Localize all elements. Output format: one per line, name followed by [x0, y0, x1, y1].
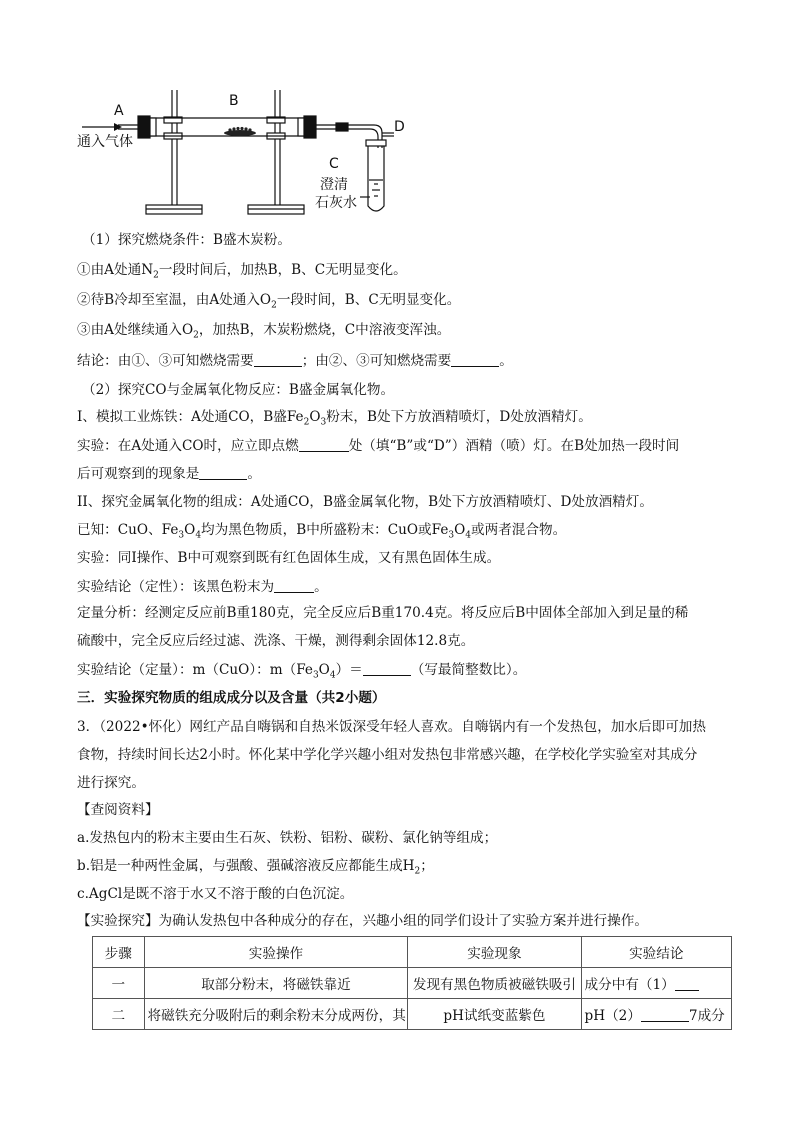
step2-text-a: ②待B冷却至室温，由A处通入O: [77, 292, 272, 308]
exp1-text-a: 实验：在A处通入CO时，应立即点燃: [77, 438, 299, 454]
part1-step3: [77, 321, 450, 339]
experiment-table: [92, 936, 732, 1030]
label-d: D: [394, 119, 405, 135]
quant-concl-text-a: 实验结论（定量）：m（CuO）：m（Fe: [77, 662, 313, 678]
test-tube-c: [360, 140, 386, 211]
reaction-tube: [118, 116, 394, 148]
q3-line1: 3．（2022•怀化）网红产品自嗨锅和自热米饭深受年轻人喜欢。自嗨锅内有一个发热包，加水后即可加热: [77, 719, 706, 735]
row1-conclusion-text: 成分中有（1）: [584, 977, 675, 993]
i-sub-2: 3: [320, 417, 327, 428]
experiment-intro: 【实验探究】为确认发热包中各种成分的存在，兴趣小组的同学们设计了实验方案并进行操作。: [77, 913, 648, 929]
part1-title: （1）探究燃烧条件：B盛木炭粉。: [82, 232, 291, 248]
table-row: [93, 999, 732, 1030]
i-text-a: I、模拟工业炼铁：A处通CO，B盛Fe: [77, 409, 304, 425]
part1-step2: [77, 291, 460, 309]
label-a: A: [114, 103, 124, 119]
quant-concl-sub-1: 3: [312, 670, 319, 681]
quant-concl-sub-2: 4: [329, 670, 336, 681]
answer-blank-7[interactable]: [675, 976, 699, 991]
reference-c: c.AgCl是既不溶于水又不溶于酸的白色沉淀。: [77, 886, 354, 902]
q3-line2: 食物，持续时间长达2小时。怀化某中学化学兴趣小组对发热包非常感兴趣，在学校化学实验室对其成分: [77, 747, 698, 763]
conclusion-text-a: 结论：由①、③可知燃烧需要: [77, 353, 254, 369]
conclusion-text-b: ；由②、③可知燃烧需要: [301, 353, 452, 369]
gas-inlet-label: 通入气体: [77, 134, 133, 150]
known-text-c: 均为黑色物质，B中所盛粉末：CuO或Fe: [201, 522, 449, 538]
header-phenomenon: 实验现象: [408, 937, 581, 968]
quant-concl-text-d: （写最简整数比）。: [410, 662, 527, 678]
step1-text-a: ①由A处通N: [77, 262, 154, 278]
row1-step: 一: [93, 968, 145, 999]
row1-phenomenon: 发现有黑色物质被磁铁吸引: [408, 968, 581, 999]
label-c: C: [329, 156, 339, 172]
part1-conclusion: [77, 352, 513, 370]
known-sub-2: 4: [195, 530, 202, 541]
quant-concl-text-c: ）＝: [335, 662, 363, 678]
step3-text-a: ③由A处继续通入O: [77, 322, 194, 338]
known-sub-4: 4: [465, 530, 472, 541]
part2-quantitative-conclusion: [77, 661, 526, 679]
known-text-d: O: [454, 522, 466, 538]
row1-conclusion: [581, 968, 731, 999]
header-operation: 实验操作: [144, 937, 408, 968]
limewater-label-2: 石灰水: [315, 195, 357, 211]
header-conclusion: 实验结论: [581, 937, 731, 968]
limewater-label-1: 澄清: [320, 177, 348, 193]
known-text-a: 已知：CuO、Fe: [77, 522, 179, 538]
part1-step1: [77, 261, 407, 279]
answer-blank-8[interactable]: [641, 1007, 689, 1022]
step2-subscript: 2: [271, 300, 277, 311]
row1-operation: 取部分粉末，将磁铁靠近: [144, 968, 408, 999]
header-step: 步骤: [93, 937, 145, 968]
section3-heading: 三．实验探究物质的组成成分以及含量（共2小题）: [77, 690, 386, 706]
part2-quantitative-line1: 定量分析：经测定反应前B重180克，完全反应后B重170.4克。将反应后B中固体全部加入到足量的稀: [77, 605, 689, 621]
exp1-text-b: 处（填“B”或“D”）酒精（喷）灯。在B处加热一段时间: [348, 438, 680, 454]
table-row: [93, 968, 732, 999]
ref-b-text-b: ；: [420, 858, 434, 874]
reference-title: 【查阅资料】: [77, 802, 159, 818]
gas-inlet-arrow: [82, 123, 122, 131]
part2-experiment1-line1: [77, 437, 679, 455]
powder-sample: [224, 127, 256, 136]
answer-blank-6[interactable]: [363, 661, 411, 676]
step3-subscript: 2: [193, 330, 199, 341]
known-sub-1: 3: [178, 530, 185, 541]
reference-b: [77, 857, 434, 875]
reference-a: a.发热包内的粉末主要由生石灰、铁粉、铝粉、碳粉、氯化钠等组成；: [77, 830, 498, 846]
ref-b-subscript: 2: [414, 866, 421, 877]
part2-quantitative-line2: 硫酸中，完全反应后经过滤、洗涤、干燥，测得剩余固体12.8克。: [77, 633, 475, 649]
label-b: B: [229, 93, 239, 109]
part2-experiment2: 实验：同I操作、B中可观察到既有红色固体生成，又有黑色固体生成。: [77, 550, 501, 566]
qual-text-a: 实验结论（定性）：该黑色粉末为: [77, 579, 275, 595]
i-sub-1: 2: [303, 417, 310, 428]
answer-blank-4[interactable]: [199, 465, 247, 480]
i-text-b: O: [309, 409, 321, 425]
quant-concl-text-b: O: [318, 662, 330, 678]
known-text-b: O: [184, 522, 196, 538]
known-sub-3: 3: [448, 530, 455, 541]
part2-qualitative-conclusion: [77, 578, 328, 596]
answer-blank-2[interactable]: [451, 352, 499, 367]
ref-b-text-a: b.铝是一种两性金属，与强酸、强碱溶液反应都能生成H: [77, 858, 415, 874]
known-text-e: 或两者混合物。: [471, 522, 567, 538]
step3-text-b: ，加热B，木炭粉燃烧，C中溶液变浑浊。: [198, 322, 451, 338]
row2-conclusion-text-b: 7成分: [688, 1008, 725, 1024]
step1-subscript: 2: [153, 270, 159, 281]
row2-phenomenon: pH试纸变蓝紫色: [408, 999, 581, 1030]
part2-section-ii: II、探究金属氧化物的组成：A处通CO，B盛金属氧化物，B处下方放酒精喷灯、D处放酒精灯。: [77, 494, 653, 510]
step2-text-b: 一段时间，B、C无明显变化。: [276, 292, 461, 308]
apparatus-diagram: [74, 88, 424, 223]
row2-conclusion: [581, 999, 731, 1030]
part2-title: （2）探究CO与金属氧化物反应：B盛金属氧化物。: [82, 382, 395, 398]
qual-text-b: 。: [314, 579, 328, 595]
row2-step: 二: [93, 999, 145, 1030]
step1-text-b: 一段时间后，加热B，B、C无明显变化。: [158, 262, 407, 278]
q3-line3: 进行探究。: [77, 775, 145, 791]
i-text-c: 粉末，B处下方放酒精喷灯，D处放酒精灯。: [326, 409, 592, 425]
row2-conclusion-text-a: pH（2）: [584, 1008, 641, 1024]
exp1-text-c: 后可观察到的现象是: [77, 466, 200, 482]
part2-section-i: [77, 408, 592, 426]
row2-operation: 将磁铁充分吸附后的剩余粉末分成两份，其: [144, 999, 408, 1030]
left-iron-stand: [146, 90, 202, 214]
exp1-text-d: 。: [247, 466, 261, 482]
part2-known: [77, 521, 566, 539]
table-header-row: [93, 937, 732, 968]
answer-blank-3[interactable]: [299, 437, 349, 452]
conclusion-text-c: 。: [499, 353, 513, 369]
part2-experiment1-line2: [77, 465, 261, 483]
right-iron-stand: [248, 90, 304, 214]
answer-blank-5[interactable]: [274, 578, 314, 593]
answer-blank-1[interactable]: [254, 352, 302, 367]
